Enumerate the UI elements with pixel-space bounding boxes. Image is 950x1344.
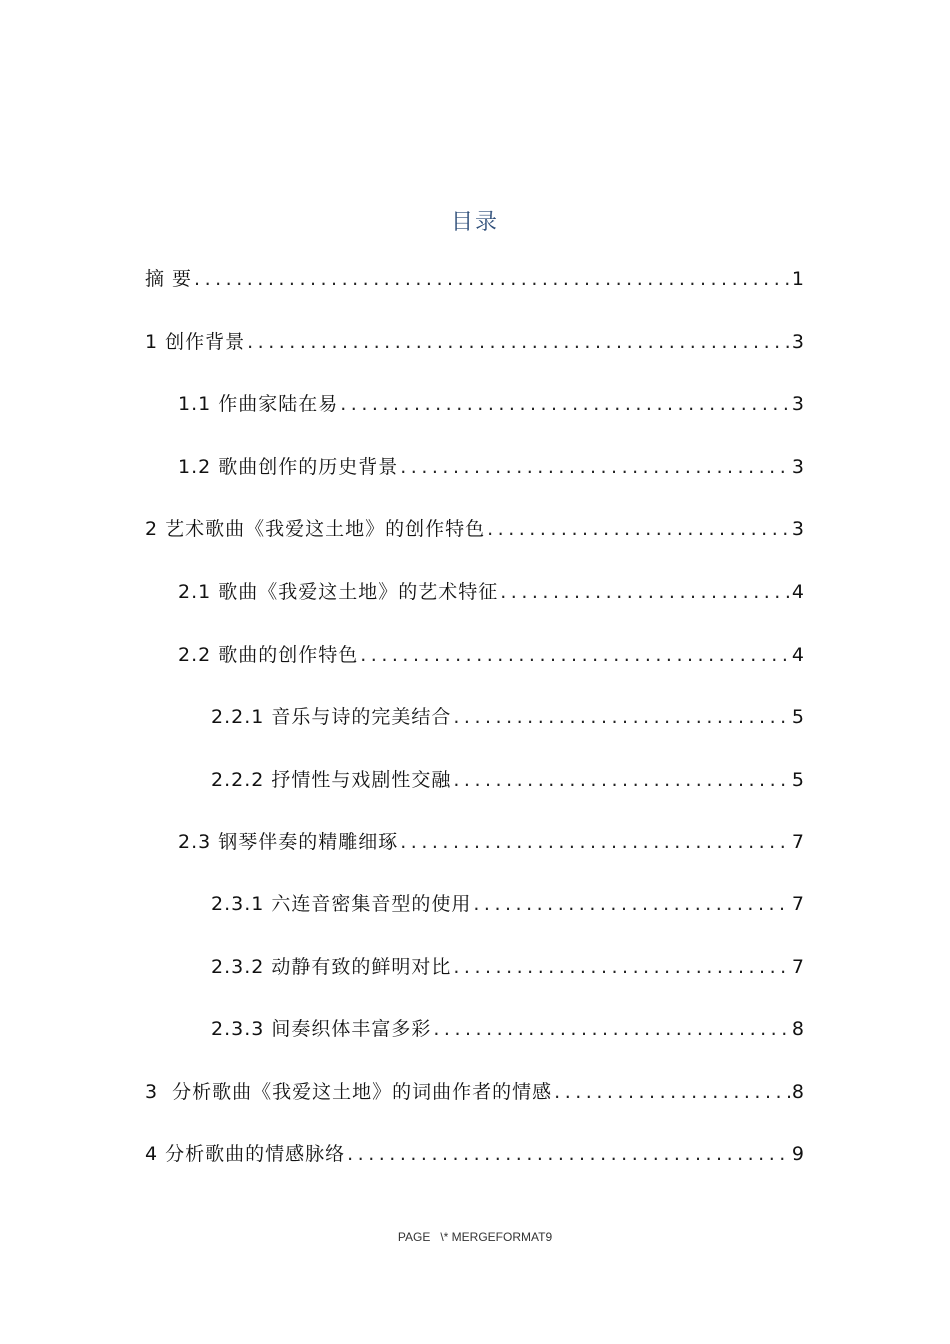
toc-page-number: 8 [791,1018,804,1040]
toc-leader-dots [340,393,790,415]
toc-entry[interactable] [211,1014,804,1044]
toc-entry[interactable] [178,640,804,670]
toc-page-number: 3 [791,518,804,540]
toc-entry[interactable] [211,889,804,919]
toc-entry-text: 2.2 歌曲的创作特色 [178,644,359,666]
toc-leader-dots [347,1143,790,1165]
toc-entry-text: 1.2 歌曲创作的历史背景 [178,456,399,478]
toc-leader-dots [453,956,790,978]
toc-page-number: 8 [791,1081,804,1103]
toc-entry[interactable] [178,577,804,607]
toc-entry-text: 2.3.3 间奏织体丰富多彩 [211,1018,432,1040]
toc-entry-text: 2.2.2 抒情性与戏剧性交融 [211,769,452,791]
toc-entry-text: 2.2.1 音乐与诗的完美结合 [211,706,452,728]
toc-leader-dots [453,769,790,791]
toc-leader-dots [453,706,790,728]
toc-entry[interactable] [145,327,804,357]
toc-page-number: 3 [791,393,804,415]
toc-leader-dots [473,893,790,915]
toc-leader-dots [194,268,790,290]
toc-leader-dots [433,1018,790,1040]
toc-entry[interactable] [178,827,804,857]
toc-entry-text: 2 艺术歌曲《我爱这土地》的创作特色 [145,518,486,540]
toc-entry[interactable] [145,1077,804,1107]
toc-leader-dots [400,456,790,478]
toc-entry-text: 2.1 歌曲《我爱这土地》的艺术特征 [178,581,499,603]
toc-entry[interactable] [145,514,804,544]
toc-page-number: 4 [791,581,804,603]
toc-entry[interactable] [211,765,804,795]
toc-page-number: 9 [791,1143,804,1165]
toc-page-number: 7 [791,893,804,915]
toc-entry-text: 2.3.2 动静有致的鲜明对比 [211,956,452,978]
toc-page-number: 5 [791,769,804,791]
toc-entry-text: 1 创作背景 [145,331,246,353]
toc-leader-dots [500,581,790,603]
toc-entry[interactable] [178,389,804,419]
toc-title: 目录 [450,210,499,235]
toc-entry-text: 1.1 作曲家陆在易 [178,393,339,415]
toc-entry[interactable] [211,702,804,732]
toc-entry-text: 3 分析歌曲《我爱这土地》的词曲作者的情感 [145,1081,553,1103]
toc-page-number: 4 [791,644,804,666]
toc-entry[interactable] [145,1139,804,1169]
toc-entry-text: 2.3 钢琴伴奏的精雕细琢 [178,831,399,853]
toc-entry[interactable] [211,952,804,982]
toc-entry-text: 摘 要 [145,268,193,290]
toc-page-number: 3 [791,456,804,478]
toc-page-number: 3 [791,331,804,353]
toc-entry-text: 4 分析歌曲的情感脉络 [145,1143,346,1165]
toc-entry[interactable] [178,452,804,482]
toc-page-number: 5 [791,706,804,728]
toc-page-number: 7 [791,956,804,978]
toc-leader-dots [554,1081,790,1103]
toc-leader-dots [400,831,790,853]
toc-leader-dots [247,331,790,353]
toc-leader-dots [487,518,790,540]
toc-entry-text: 2.3.1 六连音密集音型的使用 [211,893,472,915]
toc-page-number: 1 [791,268,804,290]
toc-leader-dots [360,644,790,666]
toc-page-number: 7 [791,831,804,853]
toc-entry[interactable] [145,264,804,294]
page-footer: PAGE \* MERGEFORMAT9 [397,1230,553,1244]
